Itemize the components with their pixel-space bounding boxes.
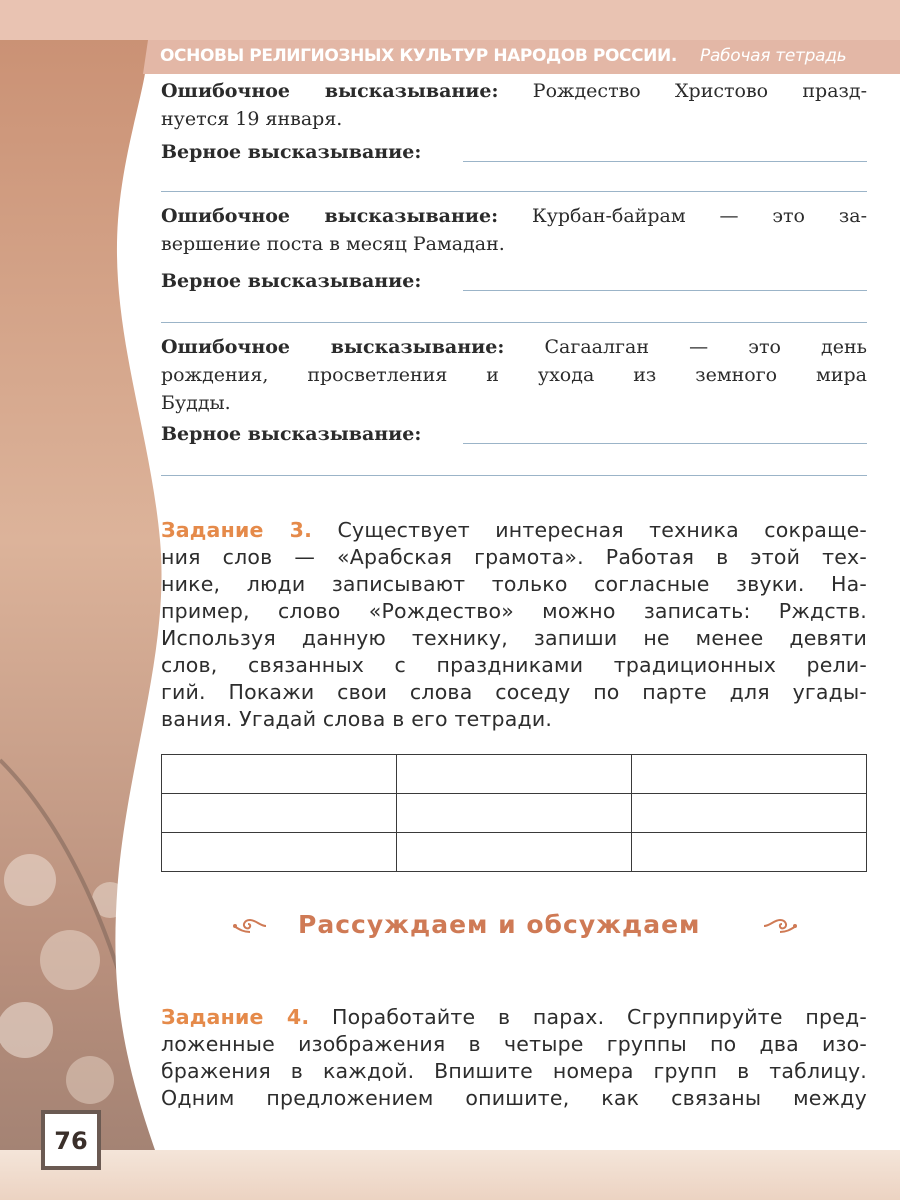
task-text-line: [161, 517, 867, 543]
table-cell[interactable]: [397, 833, 632, 872]
correct-statement-row: [161, 137, 867, 167]
wrong-statement-line: Будды.: [161, 392, 231, 414]
task-text-line: слов, связанных с праздниками традиционных рели-: [161, 653, 867, 677]
task-text-line: нике, люди записывают только согласные звуки. На-: [161, 572, 867, 596]
page-number: 76: [54, 1127, 88, 1155]
table-cell[interactable]: [397, 794, 632, 833]
wrong-statement-text: Курбан-байрам — это за-: [532, 205, 867, 227]
wrong-statement-text: Сагаалган — это день: [544, 336, 868, 358]
task-text-line: [161, 1004, 867, 1030]
page-header: [0, 38, 900, 74]
task-text-line: Одним предложением опишите, как связаны между: [161, 1086, 867, 1110]
task-label: Задание 3.: [161, 518, 313, 542]
answer-line[interactable]: [161, 475, 867, 476]
wrong-statement-line: [161, 76, 867, 106]
series-title: ОСНОВЫ РЕЛИГИОЗНЫХ КУЛЬТУР НАРОДОВ РОССИИ.: [160, 46, 677, 66]
wrong-statement-label: Ошибочное высказывание:: [161, 336, 505, 358]
ornament-right-icon: [760, 914, 800, 938]
task-text-line: гий. Покажи свои слова соседу по парте для угады-: [161, 680, 867, 704]
table-cell[interactable]: [632, 755, 867, 794]
table-row: [162, 755, 867, 794]
task-text: Поработайте в парах. Сгруппируйте пред-: [332, 1005, 868, 1029]
wrong-statement-text: Рождество Христово празд-: [532, 80, 867, 102]
table-cell[interactable]: [162, 755, 397, 794]
task-text-line: ния слов — «Арабская грамота». Работая в этой тех-: [161, 545, 867, 569]
table-cell[interactable]: [632, 794, 867, 833]
section-heading: [230, 908, 810, 948]
task-text-line: ложенные изображения в четыре группы по два изо-: [161, 1032, 867, 1056]
wrong-statement-line: [161, 201, 867, 231]
correct-statement-row: [161, 266, 867, 296]
answer-line[interactable]: [463, 161, 867, 162]
wrong-statement-line: рождения, просветления и ухода из земного мира: [161, 364, 867, 386]
table-cell[interactable]: [162, 794, 397, 833]
page-number-box: [41, 1110, 101, 1170]
answer-line[interactable]: [463, 443, 867, 444]
task-text-line: бражения в каждой. Впишите номера групп в таблицу.: [161, 1059, 867, 1083]
table-cell[interactable]: [632, 833, 867, 872]
correct-statement-label: Верное высказывание:: [161, 270, 422, 292]
section-title: Рассуждаем и обсуждаем: [298, 910, 701, 939]
task-text: Существует интересная техника сокраще-: [337, 518, 867, 542]
task-label: Задание 4.: [161, 1005, 310, 1029]
correct-statement-label: Верное высказывание:: [161, 141, 422, 163]
answer-line[interactable]: [161, 322, 867, 323]
table-row: [162, 794, 867, 833]
wrong-statement-label: Ошибочное высказывание:: [161, 205, 499, 227]
correct-statement-row: [161, 419, 867, 449]
task-text-line: Используя данную технику, запиши не менее девяти: [161, 626, 867, 650]
wrong-statement-line: [161, 332, 867, 362]
answer-line[interactable]: [161, 191, 867, 192]
correct-statement-label: Верное высказывание:: [161, 423, 422, 445]
wrong-statement-label: Ошибочное высказывание:: [161, 80, 499, 102]
task-text-line: пример, слово «Рождество» можно записать: Рждств.: [161, 599, 867, 623]
table-cell[interactable]: [397, 755, 632, 794]
workbook-label: Рабочая тетрадь: [700, 46, 847, 66]
task-text-line: вания. Угадай слова в его тетради.: [161, 707, 553, 731]
table-cell[interactable]: [162, 833, 397, 872]
wrong-statement-line: нуется 19 января.: [161, 108, 343, 130]
answer-line[interactable]: [463, 290, 867, 291]
answer-table: [161, 754, 867, 872]
table-row: [162, 833, 867, 872]
ornament-left-icon: [230, 914, 270, 938]
wrong-statement-line: вершение поста в месяц Рамадан.: [161, 233, 505, 255]
